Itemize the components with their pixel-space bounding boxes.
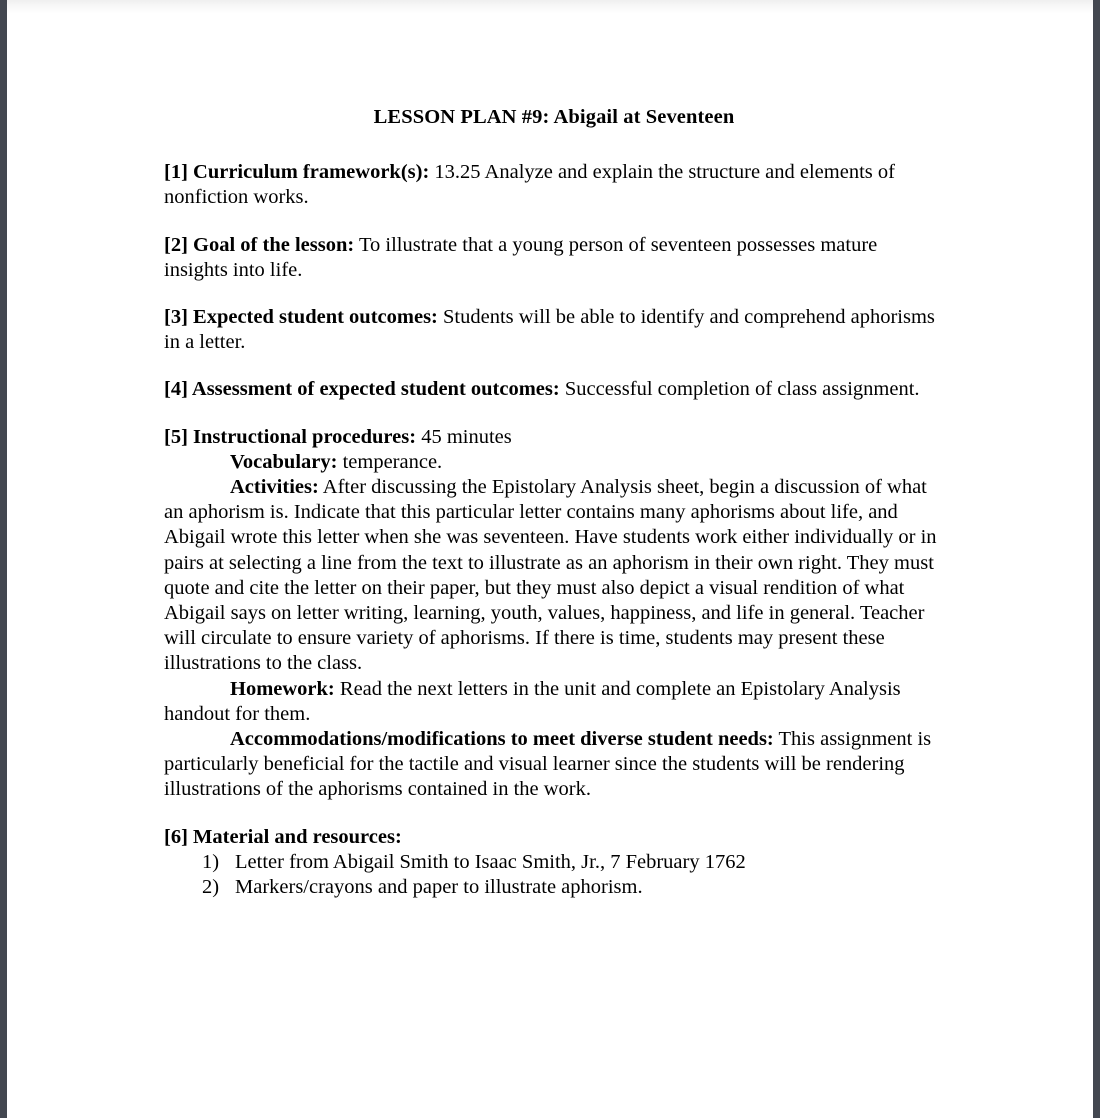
curriculum-text: 13.25 Analyze and explain the structure and elements of nonfiction works. — [164, 161, 895, 209]
activities-label: Activities: — [230, 476, 319, 499]
accommodations-text: This assignment is particularly beneficial for the tactile and visual learner since the students will be rendering illustrations of the aphorisms contained in the work. — [164, 728, 932, 801]
homework-paragraph — [164, 677, 944, 727]
list-item-text: Markers/crayons and paper to illustrate aphorism. — [235, 876, 643, 899]
window-frame-left-bar — [0, 0, 7, 1118]
section-assessment-of-outcomes — [164, 377, 944, 402]
curriculum-label: [1] Curriculum framework(s): — [164, 161, 430, 184]
materials-list — [164, 850, 944, 900]
list-item-text: Letter from Abigail Smith to Isaac Smith, Jr., 7 February 1762 — [235, 850, 746, 873]
goal-label: [2] Goal of the lesson: — [164, 233, 355, 256]
outcomes-paragraph — [164, 305, 944, 355]
materials-heading — [164, 825, 944, 850]
section-expected-outcomes — [164, 305, 944, 355]
homework-text: Read the next letters in the unit and complete an Epistolary Analysis handout for them. — [164, 677, 901, 725]
section-material-and-resources — [164, 825, 944, 901]
outcomes-text: Students will be able to identify and comprehend aphorisms in a letter. — [164, 306, 935, 354]
outcomes-label: [3] Expected student outcomes: — [164, 306, 438, 329]
goal-paragraph — [164, 233, 944, 283]
materials-label: [6] Material and resources: — [164, 825, 402, 848]
accommodations-paragraph — [164, 727, 944, 803]
assessment-paragraph — [164, 377, 944, 402]
section-instructional-procedures — [164, 425, 944, 803]
list-item-number: 1) — [202, 850, 220, 873]
window-frame-right-bar — [1093, 0, 1100, 1118]
page-title: LESSON PLAN #9: Abigail at Seventeen — [373, 106, 735, 128]
section-goal-of-lesson — [164, 233, 944, 283]
procedures-paragraph — [164, 425, 944, 450]
procedures-label: [5] Instructional procedures: — [164, 425, 417, 448]
activities-paragraph — [164, 475, 944, 677]
vocabulary-text: temperance. — [337, 450, 443, 473]
assessment-label: [4] Assessment of expected student outcomes: — [164, 378, 560, 401]
document-body — [164, 105, 944, 922]
curriculum-paragraph — [164, 160, 944, 210]
list-item — [164, 875, 944, 900]
vocabulary-label: Vocabulary: — [230, 450, 338, 473]
procedures-text: 45 minutes — [416, 425, 512, 448]
vocabulary-paragraph — [164, 450, 944, 475]
goal-text: To illustrate that a young person of seventeen possesses mature insights into life. — [164, 233, 878, 281]
accommodations-label: Accommodations/modifications to meet diverse student needs: — [230, 728, 774, 751]
list-item-number: 2) — [202, 876, 220, 899]
document-page — [7, 0, 1093, 1118]
section-curriculum-framework — [164, 160, 944, 210]
homework-label: Homework: — [230, 677, 335, 700]
list-item — [164, 850, 944, 875]
assessment-text: Successful completion of class assignment. — [559, 378, 920, 401]
activities-text: After discussing the Epistolary Analysis sheet, begin a discussion of what an aphorism is. Indicate that this particular letter contains many aphorisms about life, and Abigail wrote this letter when she was seventeen. Have students work either individually or in pairs at selecting a line from the text to illustrate as an aphorism in their own right. They must quote and cite the letter on their paper, but they must also depict a visual rendition of what Abigail says on letter writing, learning, youth, values, happiness, and life in general. Teacher will circulate to ensure variety of aphorisms. If there is time, students may present these illustrations to the class. — [164, 476, 937, 675]
